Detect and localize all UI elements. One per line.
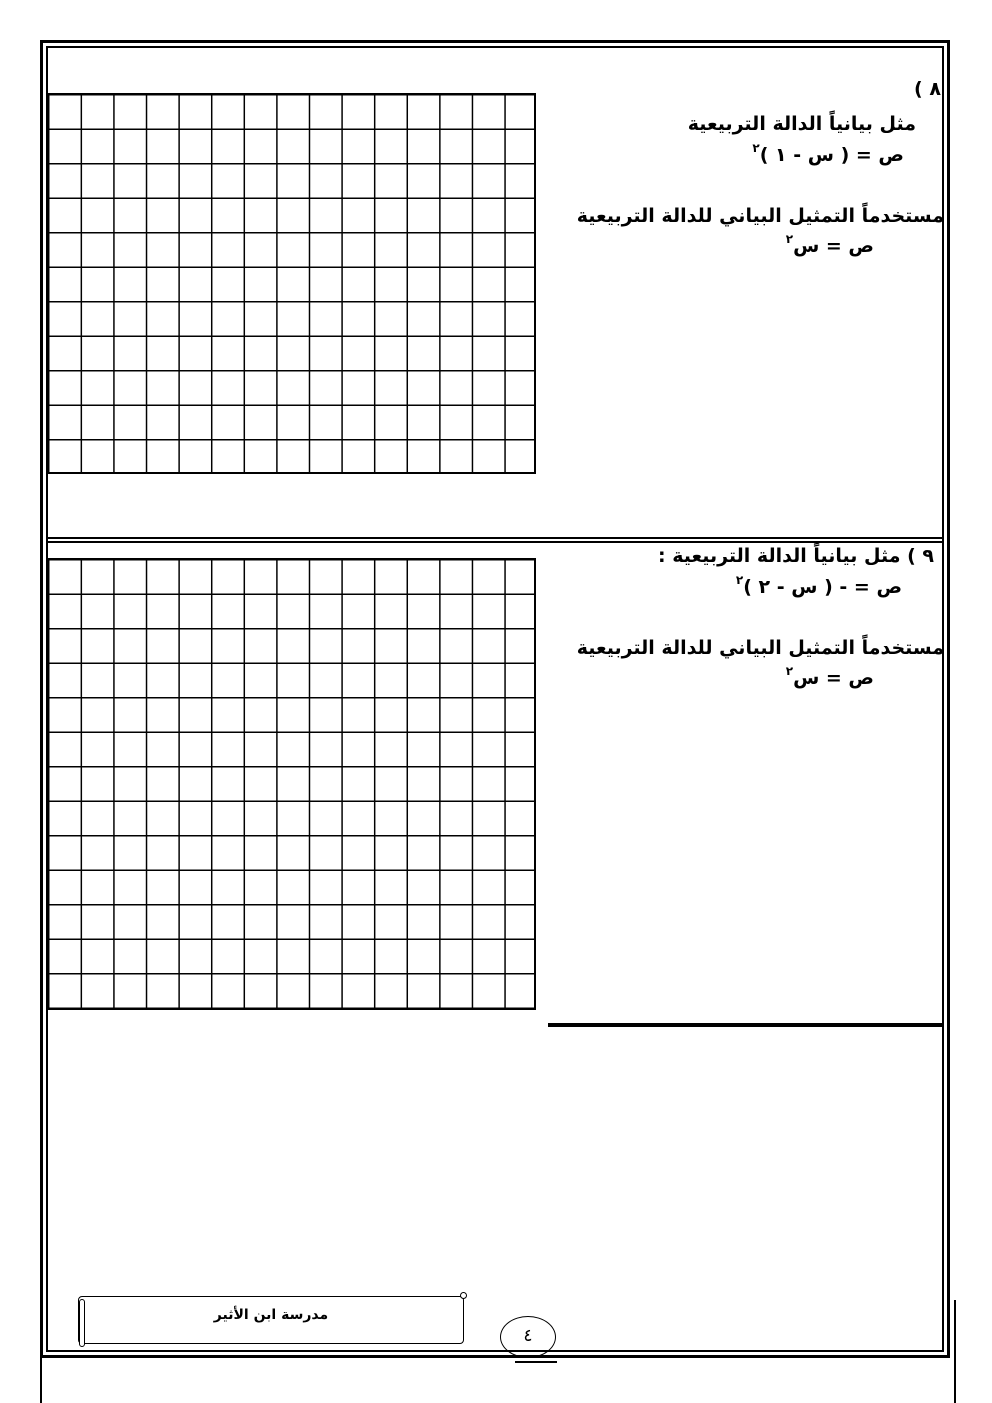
question-8-number: ٨ ) [914, 78, 941, 100]
question-8-base-function-exponent: ٢ [785, 232, 794, 246]
section-divider [46, 537, 944, 543]
graph-grid-q9 [47, 558, 536, 1010]
scroll-curl-right [460, 1292, 467, 1299]
question-9-base-function-exponent: ٢ [785, 664, 794, 678]
question-9-base-function-body: ص = س [793, 667, 874, 689]
question-8-equation-body: ص = ( س - ١ ) [759, 144, 904, 166]
question-8-equation-exponent: ٢ [752, 141, 760, 155]
school-name-scroll [78, 1296, 464, 1344]
answer-end-line [548, 1023, 944, 1027]
border-tail-left [40, 1300, 42, 1403]
page-number: ٤ [500, 1316, 556, 1358]
graph-grid-q8 [47, 93, 536, 474]
question-8-base-function-body: ص = س [793, 235, 874, 257]
question-8-text: مثل بيانياً الدالة التربيعية [687, 113, 916, 135]
question-8-instruction: مستخدماً التمثيل البياني للدالة التربيعية [576, 205, 944, 227]
question-9-instruction: مستخدماً التمثيل البياني للدالة التربيعية [576, 637, 944, 659]
question-9-base-function [785, 664, 874, 689]
question-9-equation-exponent: ٢ [735, 573, 744, 587]
question-9-text: ٩ ) مثل بيانياً الدالة التربيعية : [657, 545, 934, 567]
question-9-equation [735, 573, 902, 598]
school-name: مدرسة ابن الأثير [213, 1307, 329, 1323]
question-8-equation [752, 141, 904, 166]
question-8-base-function [785, 232, 874, 257]
border-tail-right [954, 1300, 956, 1403]
page-number-underline [515, 1361, 557, 1363]
question-9-equation-body: ص = - ( س - ٢ ) [743, 576, 902, 598]
